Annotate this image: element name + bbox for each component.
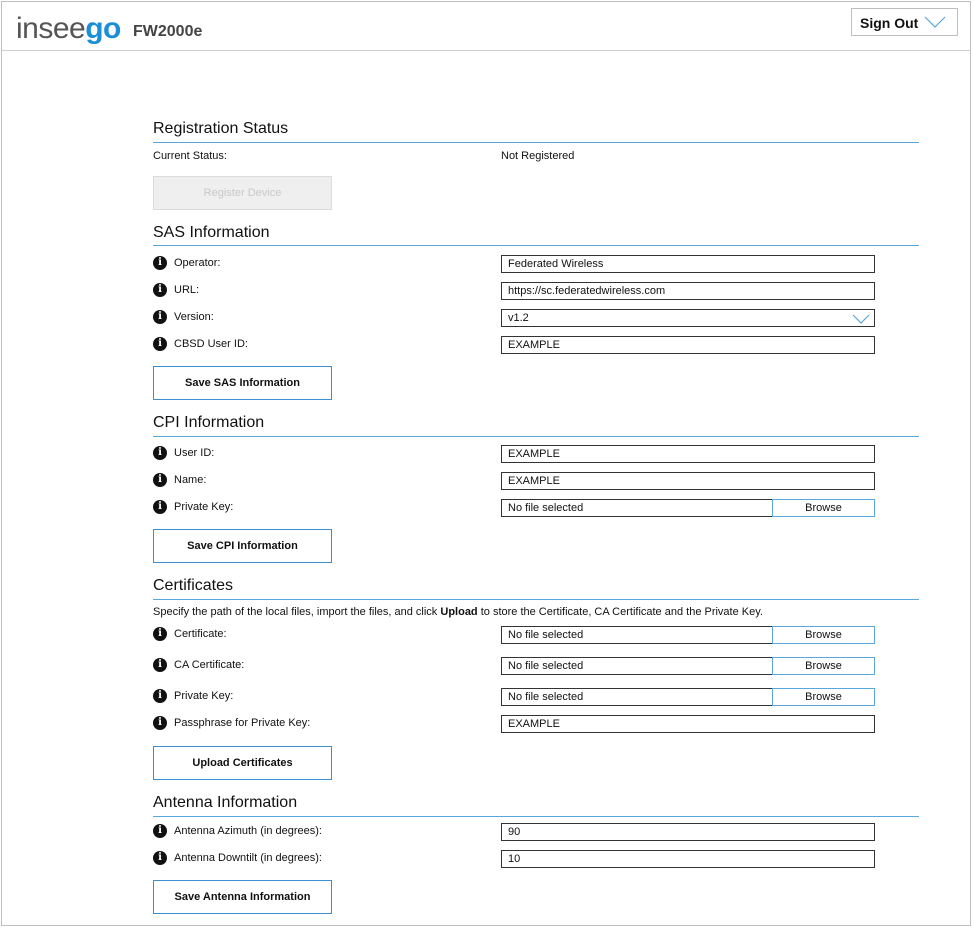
private-key-file[interactable]: No file selected [501, 688, 773, 706]
section-divider [153, 816, 919, 817]
save-antenna-button[interactable]: Save Antenna Information [153, 880, 332, 914]
cpi-user-id-field[interactable]: EXAMPLE [501, 445, 875, 463]
section-title-certificates: Certificates [153, 577, 234, 594]
ca-certificate-file[interactable]: No file selected [501, 657, 773, 675]
current-status-value: Not Registered [501, 150, 575, 162]
cpi-name-field[interactable]: EXAMPLE [501, 472, 875, 490]
model-name: FW2000e [133, 23, 203, 40]
cbsd-user-id-field[interactable]: EXAMPLE [501, 336, 875, 354]
private-key-label: i Private Key: [153, 688, 233, 704]
ca-certificate-label: i CA Certificate: [153, 657, 244, 673]
info-icon[interactable]: i [153, 716, 167, 730]
info-icon[interactable]: i [153, 256, 167, 270]
info-icon[interactable]: i [153, 658, 167, 672]
info-icon[interactable]: i [153, 310, 167, 324]
operator-label: i Operator: [153, 255, 220, 271]
antenna-azimuth-label: i Antenna Azimuth (in degrees): [153, 823, 322, 839]
cpi-user-id-label: i User ID: [153, 445, 214, 461]
version-value: v1.2 [508, 312, 529, 324]
info-icon[interactable]: i [153, 824, 167, 838]
certificate-file[interactable]: No file selected [501, 626, 773, 644]
app-frame [1, 1, 971, 926]
section-divider [153, 142, 919, 143]
private-key-browse-button[interactable]: Browse [772, 688, 875, 706]
version-select[interactable] [501, 309, 875, 327]
info-icon[interactable]: i [153, 627, 167, 641]
passphrase-field[interactable]: EXAMPLE [501, 715, 875, 733]
top-bar [2, 2, 970, 51]
cpi-private-key-browse-button[interactable]: Browse [772, 499, 875, 517]
save-sas-button[interactable]: Save SAS Information [153, 366, 332, 400]
chevron-down-icon [852, 314, 870, 324]
section-title-sas: SAS Information [153, 224, 270, 241]
chevron-down-icon [924, 16, 946, 28]
certificate-browse-button[interactable]: Browse [772, 626, 875, 644]
save-cpi-button[interactable]: Save CPI Information [153, 529, 332, 563]
url-label: i URL: [153, 282, 199, 298]
info-icon[interactable]: i [153, 500, 167, 514]
section-title-registration: Registration Status [153, 120, 289, 137]
url-field[interactable]: https://sc.federatedwireless.com [501, 282, 875, 300]
section-title-cpi: CPI Information [153, 414, 265, 431]
cbsd-user-id-label: i CBSD User ID: [153, 336, 248, 352]
version-label: i Version: [153, 309, 214, 325]
brand-logo: inseego [16, 12, 121, 45]
upload-certificates-button[interactable]: Upload Certificates [153, 746, 332, 780]
cpi-private-key-label: i Private Key: [153, 499, 233, 515]
passphrase-label: i Passphrase for Private Key: [153, 715, 310, 731]
ca-certificate-browse-button[interactable]: Browse [772, 657, 875, 675]
antenna-downtilt-field[interactable]: 10 [501, 850, 875, 868]
certificate-label: i Certificate: [153, 626, 227, 642]
operator-field[interactable]: Federated Wireless [501, 255, 875, 273]
info-icon[interactable]: i [153, 337, 167, 351]
section-divider [153, 436, 919, 437]
cpi-private-key-file[interactable]: No file selected [501, 499, 773, 517]
section-divider [153, 599, 919, 600]
sign-out-button[interactable] [851, 8, 958, 36]
current-status-label: Current Status: [153, 150, 227, 162]
info-icon[interactable]: i [153, 283, 167, 297]
info-icon[interactable]: i [153, 473, 167, 487]
cpi-name-label: i Name: [153, 472, 206, 488]
info-icon[interactable]: i [153, 851, 167, 865]
info-icon[interactable]: i [153, 689, 167, 703]
antenna-azimuth-field[interactable]: 90 [501, 823, 875, 841]
register-device-button[interactable]: Register Device [153, 176, 332, 210]
section-divider [153, 245, 919, 246]
info-icon[interactable]: i [153, 446, 167, 460]
certificates-description: Specify the path of the local files, import the files, and click Upload to store the Certificate, CA Certificate and the Private Key. [153, 606, 763, 618]
sign-out-label: Sign Out [860, 15, 919, 31]
section-title-antenna: Antenna Information [153, 794, 298, 811]
antenna-downtilt-label: i Antenna Downtilt (in degrees): [153, 850, 322, 866]
